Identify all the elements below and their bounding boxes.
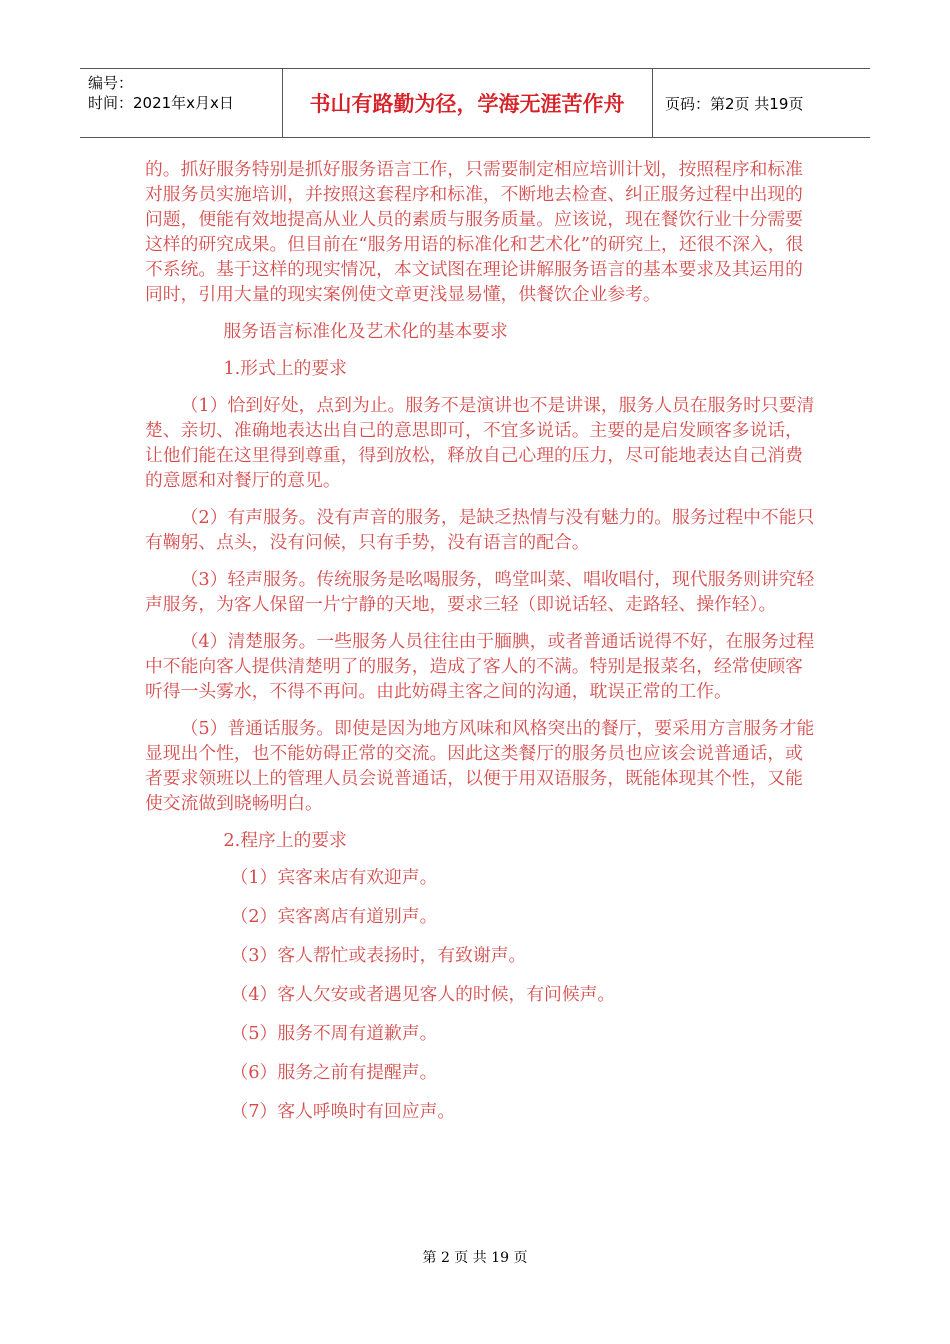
header-divider [652,69,653,137]
subsection-title-procedure: 2.程序上的要求 [223,830,347,851]
procedure-item: （2）宾客离店有道别声。 [230,906,438,927]
section-title: 服务语言标准化及艺术化的基本要求 [223,321,508,342]
document-number-label: 编号： [88,74,134,92]
procedure-item: （1）宾客来店有欢迎声。 [230,867,438,888]
header-motto: 书山有路勤为径，学海无涯苦作舟 [309,92,625,116]
form-requirement-paragraph: （1）恰到好处，点到为止。服务不是演讲也不是讲课，服务人员在服务时只要清楚、亲切、准确地表达出自己的意思即可，不宜多说话。主要的是启发顾客多说话，让他们能在这里得到尊重，得到放松，释放自己心理的压力，尽可能地表达自己消费的意愿和对餐厅的意见。 [145,395,815,491]
procedure-item: （7）客人呼唤时有回应声。 [230,1101,456,1122]
page-footer: 第 2 页 共 19 页 [422,1250,528,1266]
form-requirement-paragraph: （5）普通话服务。即使是因为地方风味和风格突出的餐厅，要采用方言服务才能显现出个性，也不能妨碍正常的交流。因此这类餐厅的服务员也应该会说普通话，或者要求领班以上的管理人员会说普通话，以便于用双语服务，既能体现其个性，又能使交流做到晓畅明白。 [145,718,815,814]
header-page-number: 页码：第2页 共19页 [665,94,804,113]
procedure-item: （6）服务之前有提醒声。 [230,1062,438,1083]
procedure-item: （4）客人欠安或者遇见客人的时候，有问候声。 [230,984,616,1005]
subsection-title-form: 1.形式上的要求 [223,358,347,379]
page-header [80,68,870,138]
header-meta [88,73,278,113]
intro-paragraph: 的。抓好服务特别是抓好服务语言工作，只需要制定相应培训计划，按照程序和标准对服务员实施培训，并按照这套程序和标准，不断地去检查、纠正服务过程中出现的问题，便能有效地提高从业人员的素质与服务质量。应该说，现在餐饮行业十分需要这样的研究成果。但目前在“服务用语的标准化和艺术化”的研究上，还很不深入，很不系统。基于这样的现实情况，本文试图在理论讲解服务语言的基本要求及其运用的同时，引用大量的现实案例使文章更浅显易懂，供餐饮企业参考。 [145,159,804,305]
document-date: 时间：2021年x月x日 [88,94,234,112]
form-requirement-paragraph: （2）有声服务。没有声音的服务，是缺乏热情与没有魅力的。服务过程中不能只有鞠躬、点头，没有问候，只有手势，没有语言的配合。 [145,507,815,553]
document-body [145,157,817,1138]
procedure-item: （5）服务不周有道歉声。 [230,1023,438,1044]
procedure-item: （3）客人帮忙或表扬时，有致谢声。 [230,945,527,966]
form-requirement-paragraph: （4）清楚服务。一些服务人员往往由于腼腆，或者普通话说得不好，在服务过程中不能向客人提供清楚明了的服务，造成了客人的不满。特别是报菜名，经常使顾客听得一头雾水，不得不再问。由此妨碍主客之间的沟通，耽误正常的工作。 [145,631,815,702]
form-requirement-paragraph: （3）轻声服务。传统服务是吆喝服务，鸣堂叫菜、唱收唱付，现代服务则讲究轻声服务，为客人保留一片宁静的天地，要求三轻（即说话轻、走路轻、操作轻）。 [145,569,815,615]
